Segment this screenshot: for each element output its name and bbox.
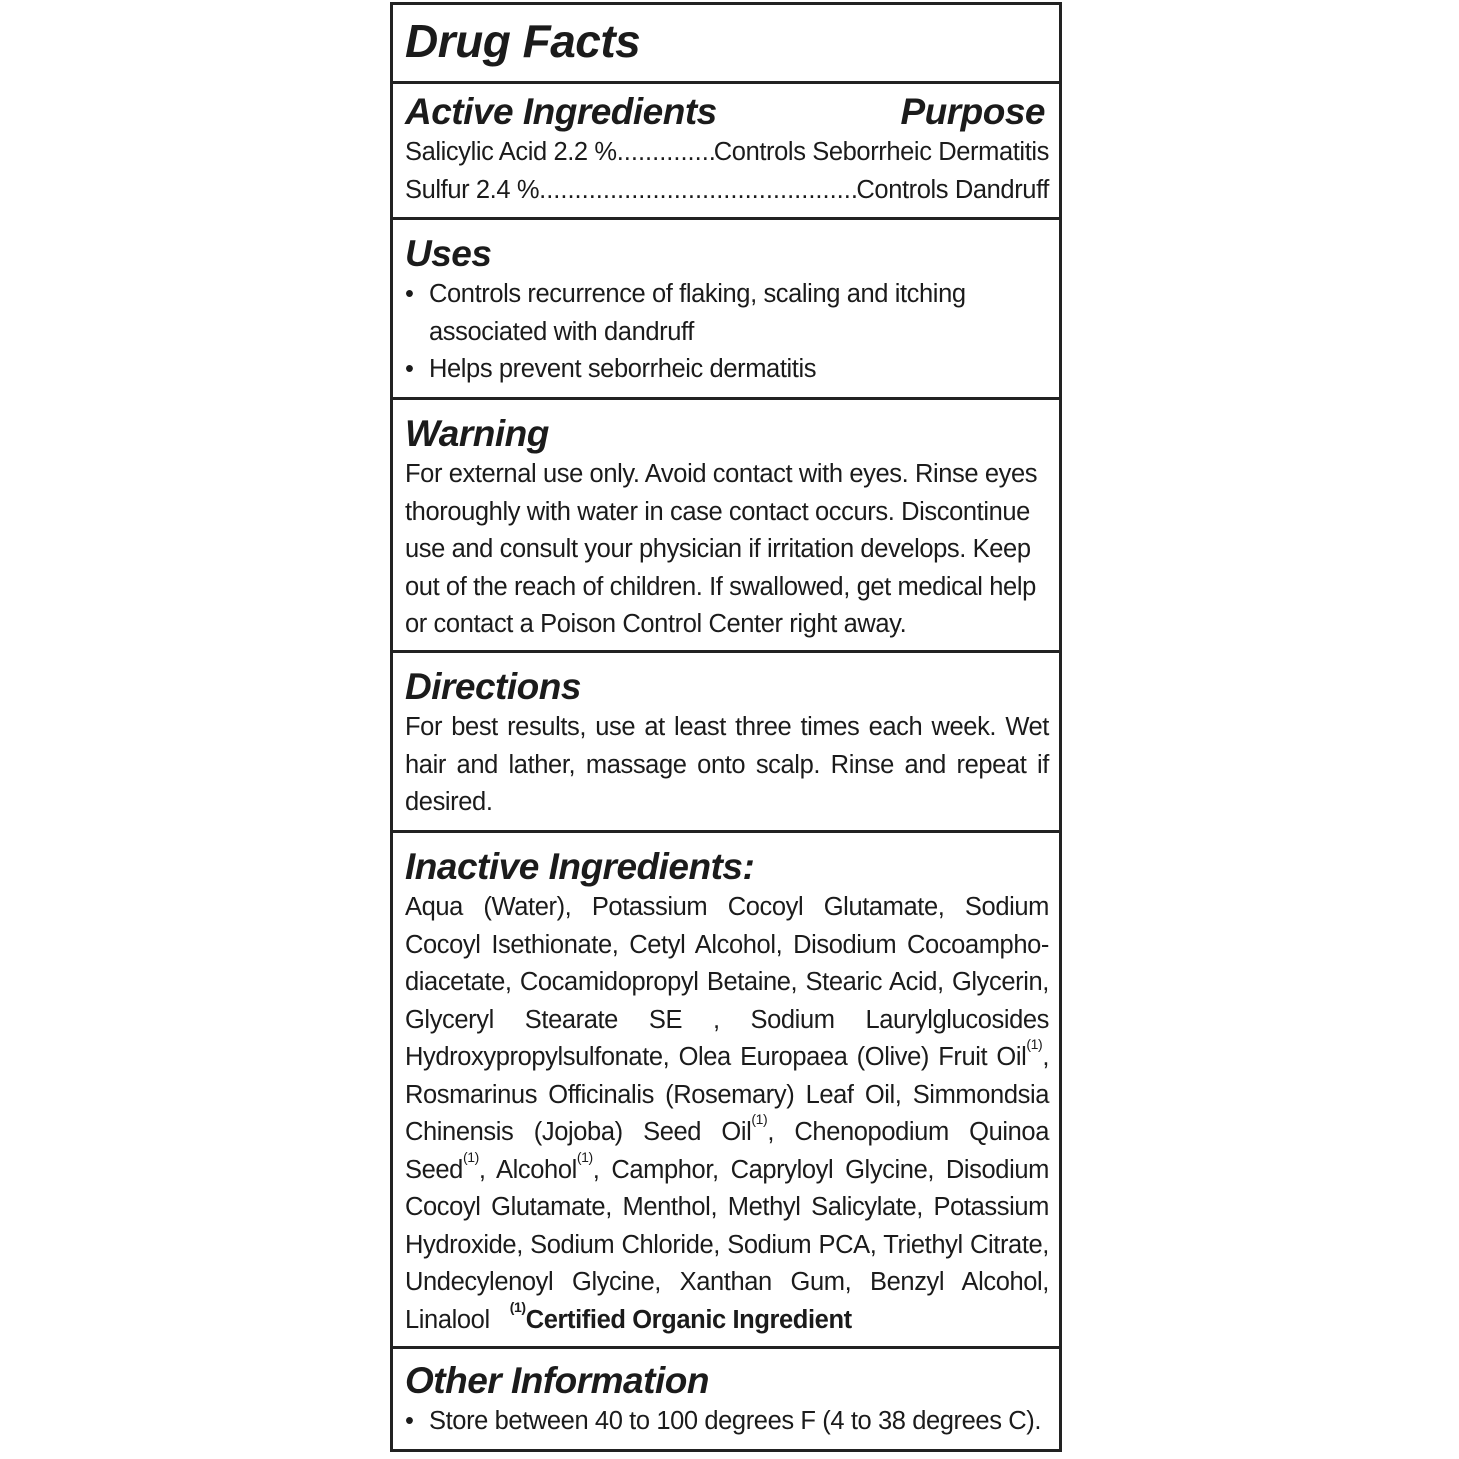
bullet-icon: • bbox=[405, 1407, 414, 1435]
leader-dots bbox=[539, 172, 856, 210]
directions-heading: Directions bbox=[405, 666, 581, 707]
active-ingredient-row bbox=[405, 172, 1049, 210]
active-ingredient-row bbox=[405, 134, 1049, 172]
warning-section bbox=[393, 400, 1059, 653]
other-information-list bbox=[405, 1403, 1049, 1441]
footnote-mark: (1) bbox=[509, 1298, 526, 1315]
inactive-ingredients-part: , Chenopodium Quinoa Seed bbox=[405, 1118, 1049, 1184]
directions-text: For best results, use at least three times each week. Wet hair and lather, massage onto scalp. Rinse and repeat if desired. bbox=[405, 713, 1049, 817]
list-item-text: Helps prevent seborrheic dermatitis bbox=[429, 355, 817, 384]
bullet-icon: • bbox=[405, 355, 414, 384]
list-item bbox=[405, 276, 1009, 351]
ingredient-purpose: Controls Dandruff bbox=[856, 175, 1049, 204]
drug-facts-panel bbox=[390, 2, 1062, 1452]
active-ingredients-header bbox=[405, 90, 1049, 134]
leader-dots bbox=[617, 134, 714, 172]
list-item-text: Store between 40 to 100 degrees F (4 to 38 degrees C). bbox=[429, 1407, 1042, 1435]
inactive-ingredients-section bbox=[393, 833, 1059, 1349]
active-ingredients-section bbox=[393, 84, 1059, 220]
purpose-heading: Purpose bbox=[900, 91, 1045, 132]
footnote-mark: (1) bbox=[751, 1111, 768, 1127]
uses-list bbox=[405, 276, 1049, 389]
list-item bbox=[405, 1403, 1049, 1441]
uses-section bbox=[393, 220, 1059, 400]
directions-section bbox=[393, 653, 1059, 833]
page-title: Drug Facts bbox=[405, 15, 641, 67]
inactive-ingredients-part: , Camphor, Capryloyl Glycine, Disodium Cocoyl Glutamate, Menthol, Methyl Salicylate, Potassium Hydroxide, Sodium Chloride, Sodium PCA, Triethyl Citrate, Undecylenoyl Glycine, Xanthan Gum, Benzyl Alcohol, Linalool bbox=[405, 1155, 1049, 1334]
inactive-ingredients-text bbox=[405, 889, 1049, 1339]
list-item-text: Controls recurrence of flaking, scaling and itching associated with dandruff bbox=[429, 280, 966, 346]
inactive-ingredients-part: , Alcohol bbox=[478, 1155, 577, 1184]
inactive-ingredients-part: , Rosmarinus Officinalis (Rosemary) Leaf Oil, Simmondsia Chinensis (Jojoba) Seed Oil bbox=[405, 1043, 1049, 1146]
uses-heading: Uses bbox=[405, 233, 492, 274]
warning-heading: Warning bbox=[405, 413, 549, 454]
title-section bbox=[393, 5, 1059, 84]
inactive-ingredients-part: Aqua (Water), Potassium Cocoyl Glutamate, Sodium Cocoyl Isethionate, Cetyl Alcohol, Disodium Cocoampho-diacetate, Cocamidopropyl Betaine, Stearic Acid, Glycerin, Glyceryl Stearate SE , Sodium Laurylglucosides Hydroxypropylsulfonate, Olea Europaea (Olive) Fruit Oil bbox=[405, 893, 1049, 1071]
other-information-section bbox=[393, 1349, 1059, 1451]
other-information-heading: Other Information bbox=[405, 1360, 709, 1401]
certified-organic-note: Certified Organic Ingredient bbox=[525, 1305, 852, 1334]
list-item bbox=[405, 351, 1009, 389]
ingredient-name: Sulfur 2.4 % bbox=[405, 175, 540, 204]
footnote-mark: (1) bbox=[1026, 1036, 1043, 1052]
ingredient-purpose: Controls Seborrheic Dermatitis bbox=[713, 138, 1049, 166]
footnote-mark: (1) bbox=[576, 1148, 593, 1165]
active-ingredients-heading: Active Ingredients bbox=[405, 91, 717, 132]
ingredient-name: Salicylic Acid 2.2 % bbox=[405, 138, 617, 166]
warning-text: For external use only. Avoid contact with eyes. Rinse eyes thoroughly with water in case contact occurs. Discontinue use and consult your physician if irritation develops. Keep out of the reach of children. If swallowed, get medical help or contact a Poison Control Center right away. bbox=[405, 460, 1038, 639]
footnote-mark: (1) bbox=[462, 1148, 479, 1165]
inactive-ingredients-heading: Inactive Ingredients: bbox=[405, 846, 755, 887]
bullet-icon: • bbox=[405, 280, 414, 308]
